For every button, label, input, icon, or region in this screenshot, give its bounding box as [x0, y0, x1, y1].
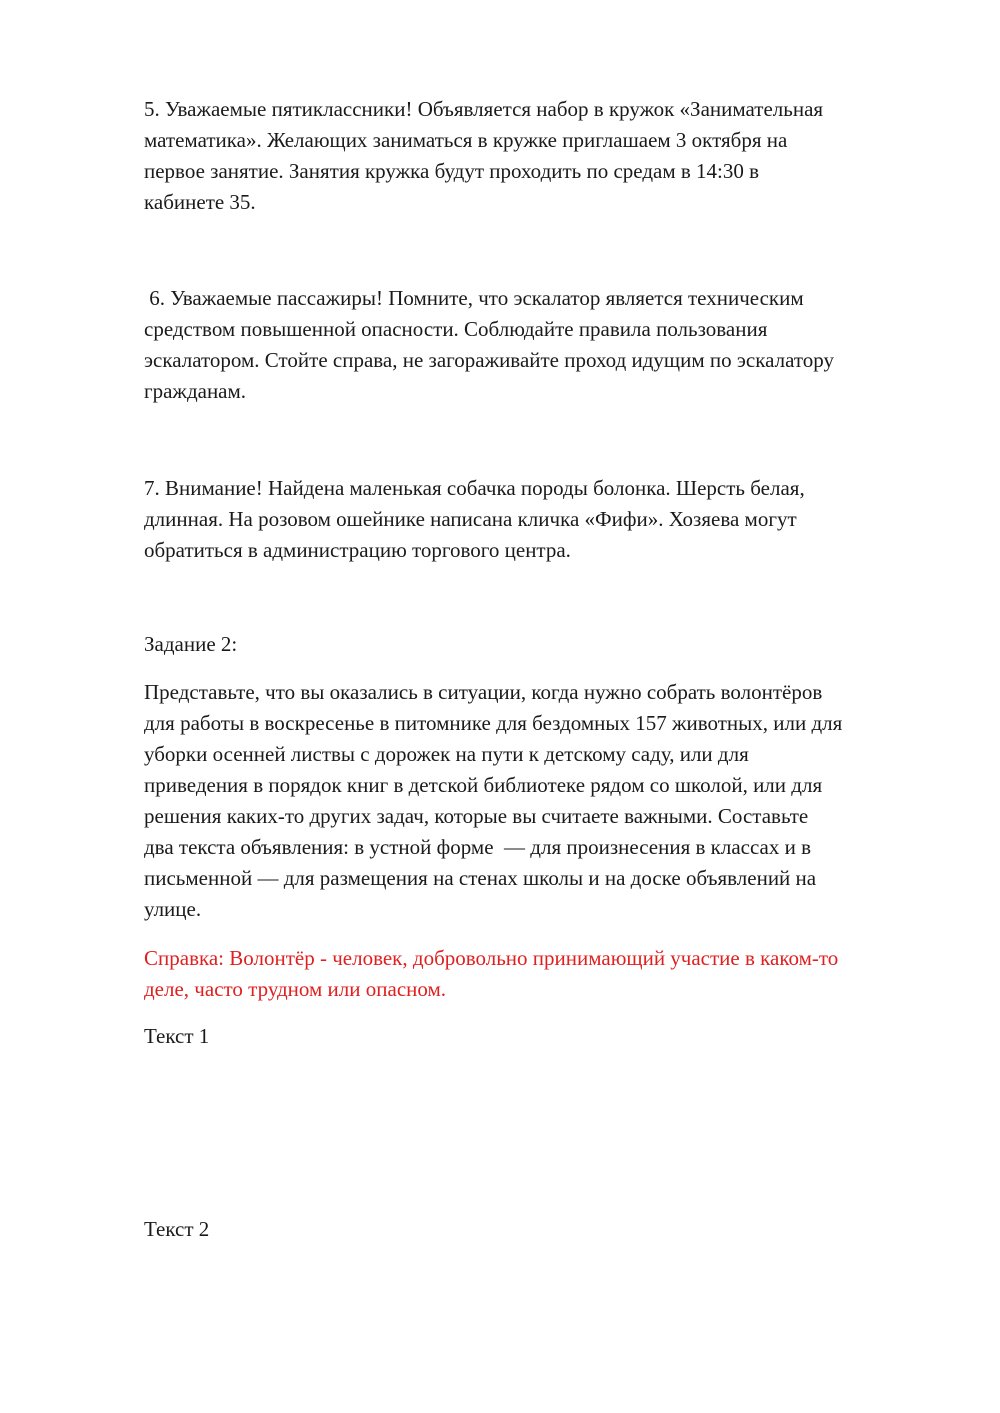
announcement-7: 7. Внимание! Найдена маленькая собачка породы болонка. Шерсть белая, длинная. На розовом ошейнике написана кличка «Фифи». Хозяева могут обратиться в администрацию торгового центра. [144, 476, 805, 562]
task-heading: Задание 2: [144, 632, 238, 656]
task-instructions: Представьте, что вы оказались в ситуации, когда нужно собрать волонтёров для работы в воскресенье в питомнике для бездомных 157 животных, или для уборки осенней листвы с дорожек на пути к детскому саду, или для приведения в порядок книг в детской библиотеке рядом со школой, или для решения каких-то других задач, которые вы считаете важными. Составьте два текста объявления: в устной форме — для произнесения в классах и в письменной — для размещения на стенах школы и на доске объявлений на улице. [144, 680, 843, 921]
announcement-5: 5. Уважаемые пятиклассники! Объявляется набор в кружок «Занимательная математика». Желающих заниматься в кружке приглашаем 3 октября на первое занятие. Занятия кружка будут проходить по средам в 14:30 в кабинете 35. [144, 97, 824, 214]
text-1-label: Текст 1 [144, 1024, 210, 1048]
reference-note: Справка: Волонтёр - человек, добровольно принимающий участие в каком-то деле, часто трудном или опасном. [144, 946, 839, 1001]
text-2-label: Текст 2 [144, 1217, 210, 1241]
announcement-6: 6. Уважаемые пассажиры! Помните, что эскалатор является техническим средством повышенной опасности. Соблюдайте правила пользования эскалатором. Стойте справа, не загораживайте проход идущим по эскалатору гражданам. [144, 286, 834, 403]
